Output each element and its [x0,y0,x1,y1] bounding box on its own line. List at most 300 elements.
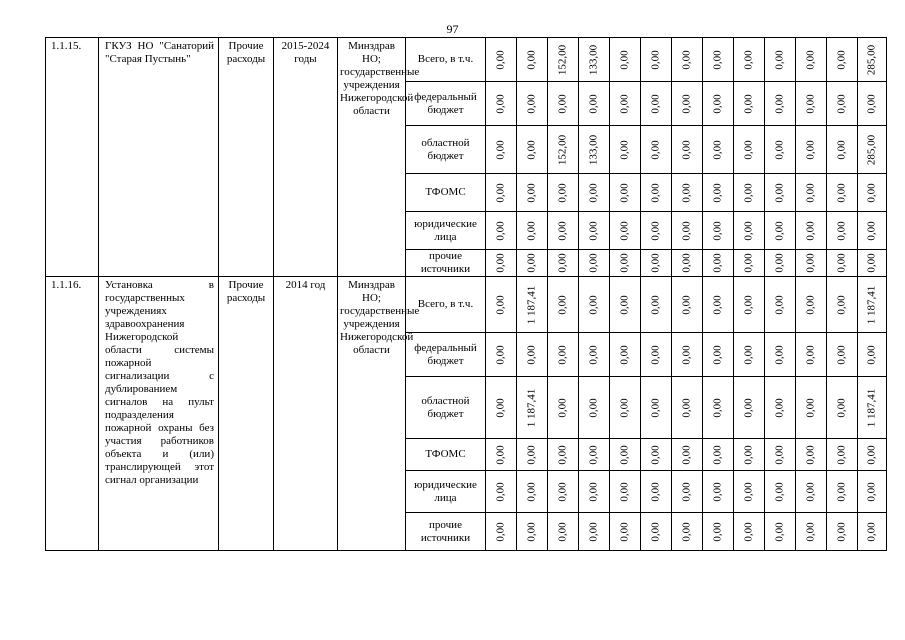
value-cell [703,174,734,212]
value-text: 0,00 [742,481,755,502]
value-cell [579,212,610,250]
value-cell [579,513,610,551]
value-cell [486,377,517,439]
value-text: 0,00 [742,444,755,465]
value-text: 0,00 [835,344,848,365]
funding-source: ТФОМС [406,439,486,471]
value-cell [796,471,827,513]
value-text: 0,00 [618,253,631,273]
value-cell [734,513,765,551]
value-text: 0,00 [680,521,693,542]
value-cell [858,212,887,250]
value-text: 285,00 [865,44,878,75]
value-text: 0,00 [618,444,631,465]
value-cell [703,513,734,551]
value-cell [672,174,703,212]
value-cell [858,377,887,439]
value-cell [548,277,579,333]
value-text: 0,00 [680,253,693,273]
value-cell [796,513,827,551]
value-text: 0,00 [556,182,569,203]
value-text: 0,00 [804,294,817,315]
value-text: 0,00 [773,294,786,315]
value-cell [610,277,641,333]
value-text: 0,00 [711,139,724,160]
value-cell [579,439,610,471]
value-cell [827,126,858,174]
value-text: 0,00 [556,93,569,114]
value-cell [765,212,796,250]
value-text: 0,00 [556,481,569,502]
value-text: 0,00 [865,344,878,365]
value-text: 0,00 [649,294,662,315]
value-text: 0,00 [525,521,538,542]
value-cell [827,471,858,513]
value-cell [672,471,703,513]
value-cell [641,377,672,439]
value-text: 0,00 [680,182,693,203]
value-cell [641,174,672,212]
item-executor: Минздрав НО; государственные учреждения Нижегородской области [338,277,406,551]
value-cell [827,377,858,439]
value-cell [548,38,579,82]
value-text: 0,00 [742,521,755,542]
page-number: 97 [446,22,459,36]
value-text: 0,00 [773,444,786,465]
value-text: 0,00 [618,139,631,160]
value-text: 0,00 [680,139,693,160]
value-text: 0,00 [742,182,755,203]
value-text: 0,00 [494,139,507,160]
value-cell [734,212,765,250]
value-cell [827,174,858,212]
value-text: 0,00 [494,344,507,365]
value-text: 0,00 [804,344,817,365]
value-text: 0,00 [742,294,755,315]
value-cell [641,471,672,513]
value-cell [579,82,610,126]
value-cell [858,250,887,277]
value-cell [703,333,734,377]
value-cell [486,277,517,333]
value-text: 0,00 [494,182,507,203]
value-text: 0,00 [587,481,600,502]
value-text: 0,00 [680,294,693,315]
value-cell [827,212,858,250]
funding-source: областной бюджет [406,377,486,439]
value-cell [610,82,641,126]
value-text: 0,00 [649,253,662,273]
value-cell [517,439,548,471]
value-cell [765,439,796,471]
value-text: 0,00 [711,344,724,365]
value-cell [579,277,610,333]
value-text: 0,00 [711,397,724,418]
value-text: 0,00 [804,49,817,70]
value-cell [796,212,827,250]
value-cell [796,174,827,212]
value-cell [517,277,548,333]
value-cell [486,38,517,82]
value-text: 0,00 [865,93,878,114]
value-cell [734,277,765,333]
value-text: 0,00 [587,344,600,365]
value-cell [641,277,672,333]
value-text: 0,00 [649,93,662,114]
value-cell [579,333,610,377]
value-text: 285,00 [865,134,878,165]
value-text: 0,00 [804,139,817,160]
value-text: 0,00 [835,49,848,70]
value-text: 0,00 [494,444,507,465]
value-cell [641,333,672,377]
item-title: ГКУЗ НО "Санаторий "Старая Пустынь" [99,38,219,277]
value-cell [548,174,579,212]
value-cell [703,471,734,513]
value-cell [486,212,517,250]
value-cell [517,82,548,126]
value-cell [734,471,765,513]
value-cell [858,333,887,377]
value-text: 0,00 [649,444,662,465]
value-cell [672,377,703,439]
value-text: 152,00 [556,134,569,165]
value-cell [703,126,734,174]
value-text: 0,00 [773,220,786,241]
value-cell [734,377,765,439]
value-cell [579,250,610,277]
value-text: 0,00 [556,294,569,315]
value-text: 0,00 [773,49,786,70]
value-text: 0,00 [680,444,693,465]
value-text: 0,00 [556,521,569,542]
value-text: 0,00 [804,253,817,273]
value-text: 0,00 [587,444,600,465]
value-cell [610,126,641,174]
value-text: 0,00 [618,49,631,70]
value-text: 0,00 [711,49,724,70]
value-text: 0,00 [494,93,507,114]
value-cell [858,174,887,212]
value-cell [796,82,827,126]
value-text: 133,00 [587,134,600,165]
value-text: 0,00 [865,444,878,465]
value-text: 0,00 [773,344,786,365]
value-text: 1 187,41 [525,285,538,324]
value-cell [827,250,858,277]
value-cell [548,377,579,439]
value-text: 0,00 [835,93,848,114]
value-cell [672,513,703,551]
value-cell [703,439,734,471]
value-cell [517,174,548,212]
value-text: 0,00 [865,253,878,273]
value-text: 0,00 [587,253,600,273]
value-cell [858,126,887,174]
value-text: 0,00 [587,93,600,114]
funding-source: юридические лица [406,212,486,250]
funding-source: юридические лица [406,471,486,513]
value-text: 0,00 [525,139,538,160]
value-cell [796,277,827,333]
value-cell [641,82,672,126]
value-text: 133,00 [587,44,600,75]
value-text: 0,00 [618,93,631,114]
value-text: 0,00 [680,93,693,114]
value-cell [517,333,548,377]
funding-source: прочие источники [406,513,486,551]
value-cell [486,471,517,513]
value-cell [703,377,734,439]
value-cell [548,212,579,250]
value-text: 0,00 [649,182,662,203]
value-text: 0,00 [494,397,507,418]
value-text: 0,00 [618,344,631,365]
value-text: 0,00 [587,397,600,418]
value-text: 0,00 [835,294,848,315]
item-executor: Минздрав НО; государственные учреждения Нижегородской области [338,38,406,277]
value-cell [672,250,703,277]
value-text: 0,00 [773,182,786,203]
value-text: 0,00 [649,521,662,542]
value-text: 0,00 [742,49,755,70]
value-cell [858,277,887,333]
value-text: 0,00 [494,521,507,542]
value-cell [796,250,827,277]
value-cell [765,126,796,174]
value-text: 0,00 [742,344,755,365]
value-cell [486,126,517,174]
value-text: 0,00 [525,444,538,465]
value-text: 0,00 [835,521,848,542]
value-cell [486,333,517,377]
value-cell [858,513,887,551]
value-cell [734,439,765,471]
value-text: 0,00 [525,220,538,241]
value-text: 0,00 [494,49,507,70]
value-cell [610,377,641,439]
value-text: 0,00 [618,481,631,502]
value-cell [517,377,548,439]
value-cell [610,471,641,513]
value-cell [672,38,703,82]
value-text: 0,00 [494,220,507,241]
funding-source: ТФОМС [406,174,486,212]
budget-table [45,37,887,551]
value-text: 0,00 [742,139,755,160]
table-row [46,277,887,333]
value-cell [517,126,548,174]
value-text: 0,00 [556,220,569,241]
value-cell [765,82,796,126]
value-text: 0,00 [680,481,693,502]
value-cell [610,250,641,277]
value-text: 0,00 [804,220,817,241]
value-text: 0,00 [773,397,786,418]
value-text: 0,00 [649,344,662,365]
value-cell [827,513,858,551]
value-cell [548,82,579,126]
value-cell [765,277,796,333]
value-text: 0,00 [773,93,786,114]
value-text: 0,00 [835,481,848,502]
value-text: 0,00 [525,93,538,114]
value-cell [641,38,672,82]
value-cell [641,439,672,471]
funding-source: федеральный бюджет [406,333,486,377]
funding-source: федеральный бюджет [406,82,486,126]
item-title: Установка в государственных учреждениях здравоохранения Нижегородской области системы пожарной сигнализации с дублированием сигналов на пульт подразделения пожарной охраны без участия работников объекта и (или) транслирующей этот сигнал организации [99,277,219,551]
value-cell [858,471,887,513]
value-cell [734,126,765,174]
value-cell [796,377,827,439]
value-cell [734,38,765,82]
value-cell [734,174,765,212]
value-text: 0,00 [804,397,817,418]
value-text: 0,00 [556,397,569,418]
value-text: 0,00 [773,139,786,160]
value-text: 0,00 [556,253,569,273]
value-text: 0,00 [711,444,724,465]
value-text: 0,00 [773,253,786,273]
value-cell [765,174,796,212]
funding-source: Всего, в т.ч. [406,38,486,82]
value-text: 0,00 [742,93,755,114]
value-cell [548,333,579,377]
value-cell [796,439,827,471]
value-text: 1 187,41 [865,285,878,324]
value-text: 0,00 [494,294,507,315]
value-text: 0,00 [835,139,848,160]
table-row [46,38,887,82]
value-cell [486,250,517,277]
value-cell [548,126,579,174]
value-cell [796,333,827,377]
value-text: 152,00 [556,44,569,75]
value-cell [858,82,887,126]
value-cell [517,212,548,250]
value-cell [765,377,796,439]
value-cell [672,439,703,471]
value-cell [548,471,579,513]
value-cell [548,250,579,277]
value-cell [610,333,641,377]
value-cell [517,250,548,277]
value-cell [641,513,672,551]
value-cell [579,471,610,513]
value-cell [517,513,548,551]
value-cell [703,277,734,333]
value-cell [641,250,672,277]
value-text: 0,00 [525,182,538,203]
value-text: 0,00 [649,139,662,160]
value-cell [548,513,579,551]
value-cell [765,471,796,513]
item-period: 2015-2024 годы [274,38,338,277]
value-text: 0,00 [835,182,848,203]
value-text: 0,00 [804,182,817,203]
value-text: 0,00 [804,481,817,502]
value-text: 0,00 [618,521,631,542]
value-text: 0,00 [835,397,848,418]
value-text: 0,00 [711,521,724,542]
value-text: 0,00 [680,397,693,418]
value-text: 0,00 [711,481,724,502]
value-text: 0,00 [865,481,878,502]
value-cell [734,250,765,277]
value-text: 0,00 [773,481,786,502]
value-text: 0,00 [494,253,507,273]
value-cell [672,82,703,126]
item-number: 1.1.15. [46,38,99,277]
value-text: 0,00 [587,220,600,241]
value-cell [827,333,858,377]
value-cell [672,333,703,377]
value-text: 0,00 [587,521,600,542]
value-text: 1 187,41 [525,388,538,427]
value-text: 0,00 [618,182,631,203]
value-cell [796,126,827,174]
value-text: 0,00 [804,444,817,465]
value-cell [765,38,796,82]
value-cell [827,82,858,126]
value-cell [517,471,548,513]
value-cell [486,513,517,551]
value-text: 0,00 [711,253,724,273]
value-cell [827,38,858,82]
value-text: 0,00 [804,93,817,114]
value-text: 0,00 [556,444,569,465]
value-text: 0,00 [742,397,755,418]
value-text: 0,00 [835,220,848,241]
value-text: 0,00 [711,182,724,203]
value-cell [610,174,641,212]
value-text: 0,00 [865,182,878,203]
value-cell [486,82,517,126]
expense-kind: Прочие расходы [219,277,274,551]
funding-source: прочие источники [406,250,486,277]
value-cell [610,212,641,250]
value-cell [579,38,610,82]
value-cell [858,38,887,82]
value-text: 0,00 [587,294,600,315]
value-text: 0,00 [525,344,538,365]
value-cell [672,126,703,174]
value-text: 0,00 [680,49,693,70]
value-cell [486,174,517,212]
value-text: 0,00 [618,294,631,315]
expense-kind: Прочие расходы [219,38,274,277]
value-text: 0,00 [649,481,662,502]
value-cell [548,439,579,471]
value-cell [827,277,858,333]
value-cell [672,212,703,250]
funding-source: областной бюджет [406,126,486,174]
item-period: 2014 год [274,277,338,551]
value-text: 0,00 [835,253,848,273]
value-text: 0,00 [835,444,848,465]
value-cell [641,126,672,174]
value-text: 0,00 [649,220,662,241]
value-cell [765,333,796,377]
value-cell [734,333,765,377]
value-cell [827,439,858,471]
value-text: 0,00 [649,49,662,70]
value-cell [610,38,641,82]
value-cell [734,82,765,126]
value-cell [610,513,641,551]
value-cell [641,212,672,250]
